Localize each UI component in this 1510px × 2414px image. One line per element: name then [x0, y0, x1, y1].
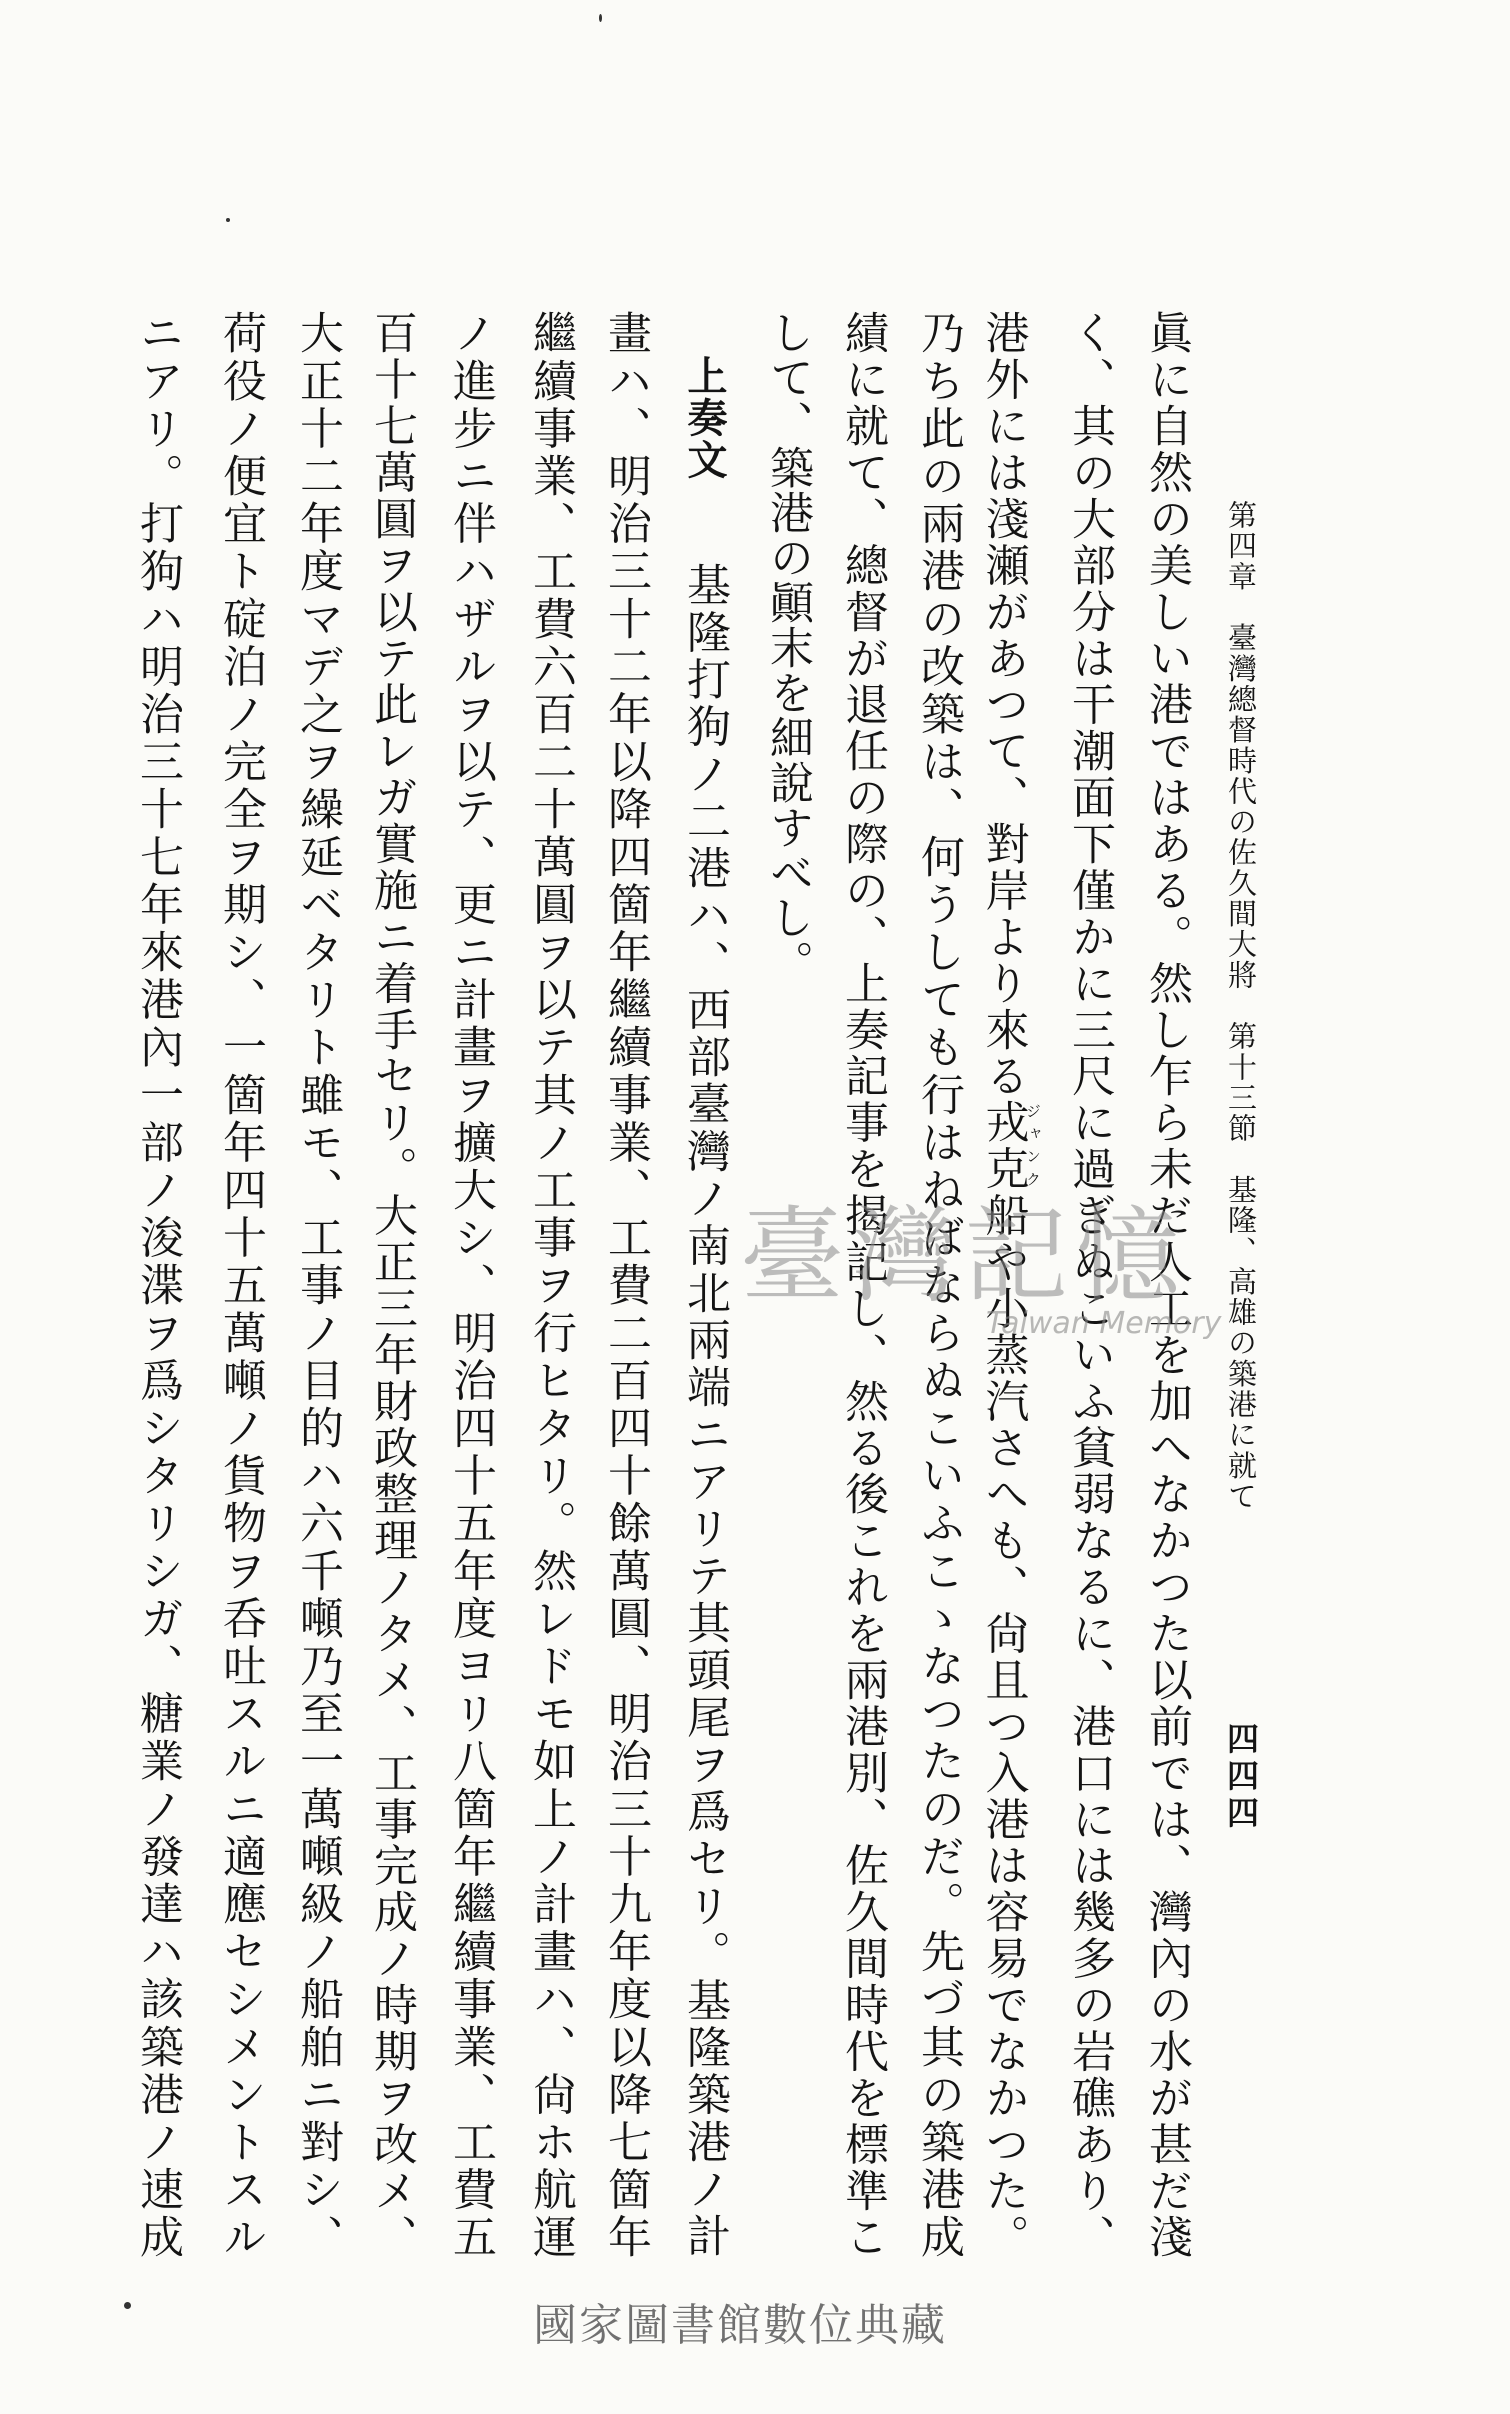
memorial-line-7: 荷役ノ便宜ト碇泊ノ完全ヲ期シ、一箇年四十五萬噸ノ貨物ヲ呑吐スルニ適應セシメントスル: [215, 310, 266, 2258]
narrative-line-2: く、其の大部分は干潮面下僅かに三尺に過ぎぬこいふ貧弱なるに、港口には幾多の岩礁あり、: [1064, 310, 1115, 2258]
memorial-line-1: 基隆打狗ノ二港ハ、西部臺灣ノ南北兩端ニアリテ其頭尾ヲ爲セリ。基隆築港ノ計: [679, 562, 730, 2257]
ruby-reading: ジャンク: [1024, 1099, 1042, 1190]
watermark-logo-title: 臺灣記憶: [740, 1195, 1189, 1317]
memorial-line-5: 百十七萬圓ヲ以テ此レガ實施ニ着手セリ。大正三年財政整理ノタメ、工事完成ノ時期ヲ改メ、: [366, 310, 417, 2258]
dust-speck: [599, 14, 602, 22]
narrative-line-1: 眞に自然の美しい港ではある。然し乍ら未だ人工を加へなかつた以前では、灣內の水が甚だ淺: [1141, 310, 1192, 2258]
memorial-line-6: 大正十二年度マデ之ヲ繰延ベタリト雖モ、工事ノ目的ハ六千噸乃至一萬噸級ノ船舶ニ對シ、: [292, 310, 343, 2258]
dust-speck: [226, 218, 230, 222]
running-title: 第四章 臺灣總督時代の佐久間大將 第十三節 基隆、高雄の築港に就て: [1224, 500, 1258, 1510]
memorial-heading: 上奏文: [681, 355, 728, 481]
line-text-after-ruby: 船や小蒸汽さへも、尙且つ入港は容易でなかつた。: [977, 1192, 1029, 2259]
dust-speck: [124, 2302, 131, 2309]
collection-footer: 國家圖書館數位典藏: [533, 2300, 947, 2351]
narrative-line-6: して、築港の顚末を細說すべし。: [762, 310, 813, 985]
line-text-before-ruby: 港外には淺瀬があつて、對岸より來る: [977, 310, 1029, 1100]
watermark-logo-subtitle: Taiwan Memory: [986, 1306, 1222, 1341]
memorial-line-8: ニアリ。打狗ハ明治三十七年來港內一部ノ浚渫ヲ爲シタリシガ、糖業ノ發達ハ該築港ノ速成: [132, 310, 183, 2258]
narrative-line-4: 乃ち此の兩港の改築は、何うしても行はねばならぬこいふこゝなつたのだ。先づ其の築港成: [913, 310, 964, 2258]
ruby-annotation: [977, 1099, 1042, 1193]
narrative-line-5: 績に就て、總督が退任の際の、上奏記事を揭記し、然る後これを兩港別、佐久間時代を標準こ: [837, 310, 888, 2258]
memorial-line-4: ノ進步ニ伴ハザルヲ以テ、更ニ計畫ヲ擴大シ、明治四十五年度ヨリ八箇年繼續事業、工費五: [445, 310, 496, 2258]
page-number: 四四四: [1222, 1722, 1260, 1833]
ruby-base: 戎克: [977, 1099, 1029, 1193]
memorial-line-3: 繼續事業、工費六百二十萬圓ヲ以テ其ノ工事ヲ行ヒタリ。然レドモ如上ノ計畫ハ、尙ホ航運: [525, 310, 576, 2258]
memorial-line-2: 畫ハ、明治三十二年以降四箇年繼續事業、工費二百四十餘萬圓、明治三十九年度以降七箇年: [600, 310, 651, 2258]
